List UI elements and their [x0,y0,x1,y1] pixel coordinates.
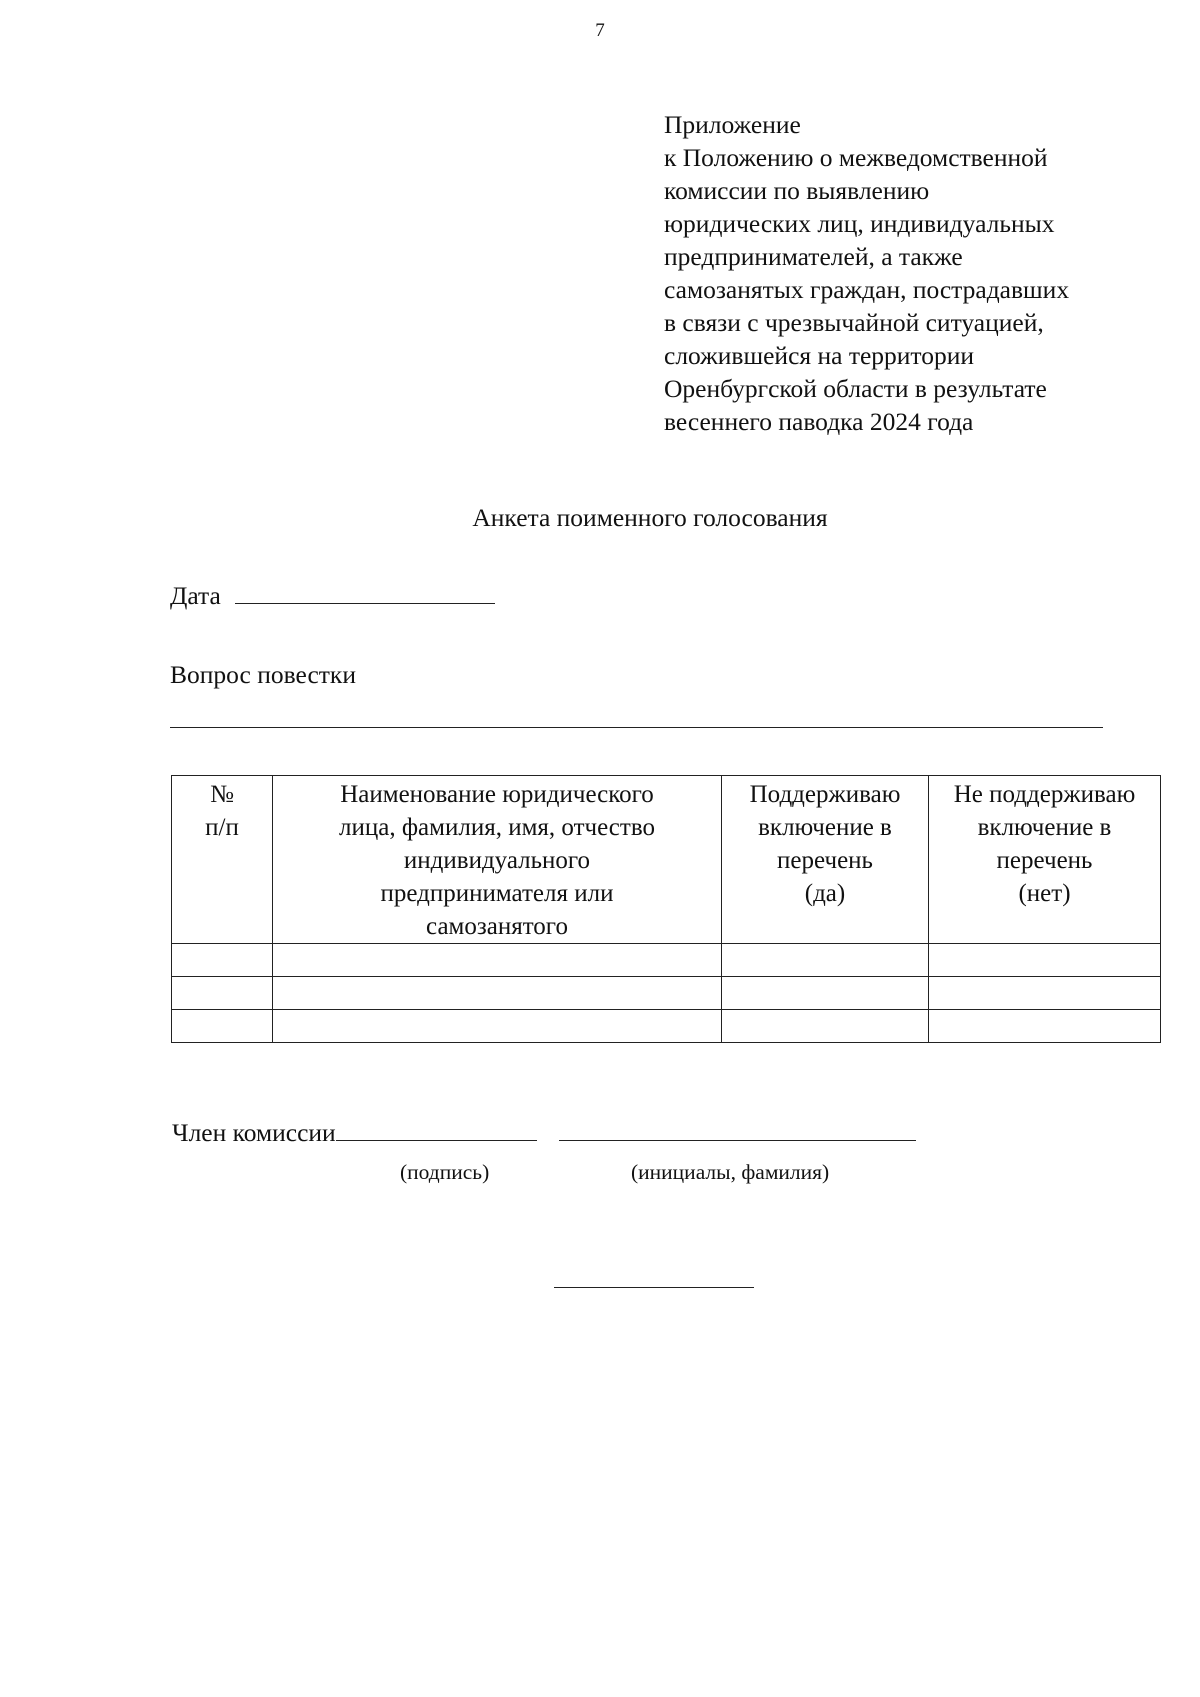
appendix-line: в связи с чрезвычайной ситуацией, [664,308,1044,337]
date-label: Дата [170,581,221,610]
cell-number[interactable] [172,1010,273,1043]
header-support: Поддерживаю включение в перечень (да) [722,776,929,944]
page-number: 7 [595,20,605,41]
appendix-line: самозанятых граждан, пострадавших [664,275,1070,304]
appendix-line: Оренбургской области в результате [664,374,1047,403]
name-blank[interactable] [559,1118,916,1141]
header-name: Наименование юридического лица, фамилия, имя, отчество индивидуального предпринимателя или самозанятого [273,776,722,944]
signature-blank[interactable] [336,1118,537,1141]
appendix-text [664,141,1069,438]
name-caption: (инициалы, фамилия) [631,1160,830,1184]
question-label: Вопрос повестки [170,660,356,689]
table-row [172,944,1161,977]
cell-support[interactable] [722,944,929,977]
date-row [170,581,495,611]
date-blank[interactable] [235,581,495,604]
table-row [172,977,1161,1010]
cell-name[interactable] [273,977,722,1010]
signature-caption: (подпись) [400,1160,490,1184]
member-row [172,1118,916,1148]
cell-support[interactable] [722,1010,929,1043]
cell-not-support[interactable] [929,1010,1161,1043]
table-header-row [172,776,1161,944]
form-title: Анкета поименного голосования [472,503,828,532]
cell-number[interactable] [172,977,273,1010]
question-blank[interactable] [170,727,1103,728]
table-row [172,1010,1161,1043]
cell-name[interactable] [273,944,722,977]
member-label: Член комиссии [172,1118,336,1147]
cell-number[interactable] [172,944,273,977]
cell-not-support[interactable] [929,977,1161,1010]
cell-name[interactable] [273,1010,722,1043]
cell-not-support[interactable] [929,944,1161,977]
end-divider [554,1287,754,1288]
vote-table [171,775,1161,1043]
header-number: № п/п [172,776,273,944]
cell-support[interactable] [722,977,929,1010]
appendix-line: комиссии по выявлению [664,176,930,205]
header-not-support: Не поддерживаю включение в перечень (нет) [929,776,1161,944]
appendix-line: юридических лиц, индивидуальных [664,209,1055,238]
appendix-line: сложившейся на территории [664,341,975,370]
appendix-line: предпринимателей, а также [664,242,963,271]
appendix-line: к Положению о межведомственной [664,143,1048,172]
appendix-title: Приложение [664,110,801,139]
appendix-line: весеннего паводка 2024 года [664,407,974,436]
